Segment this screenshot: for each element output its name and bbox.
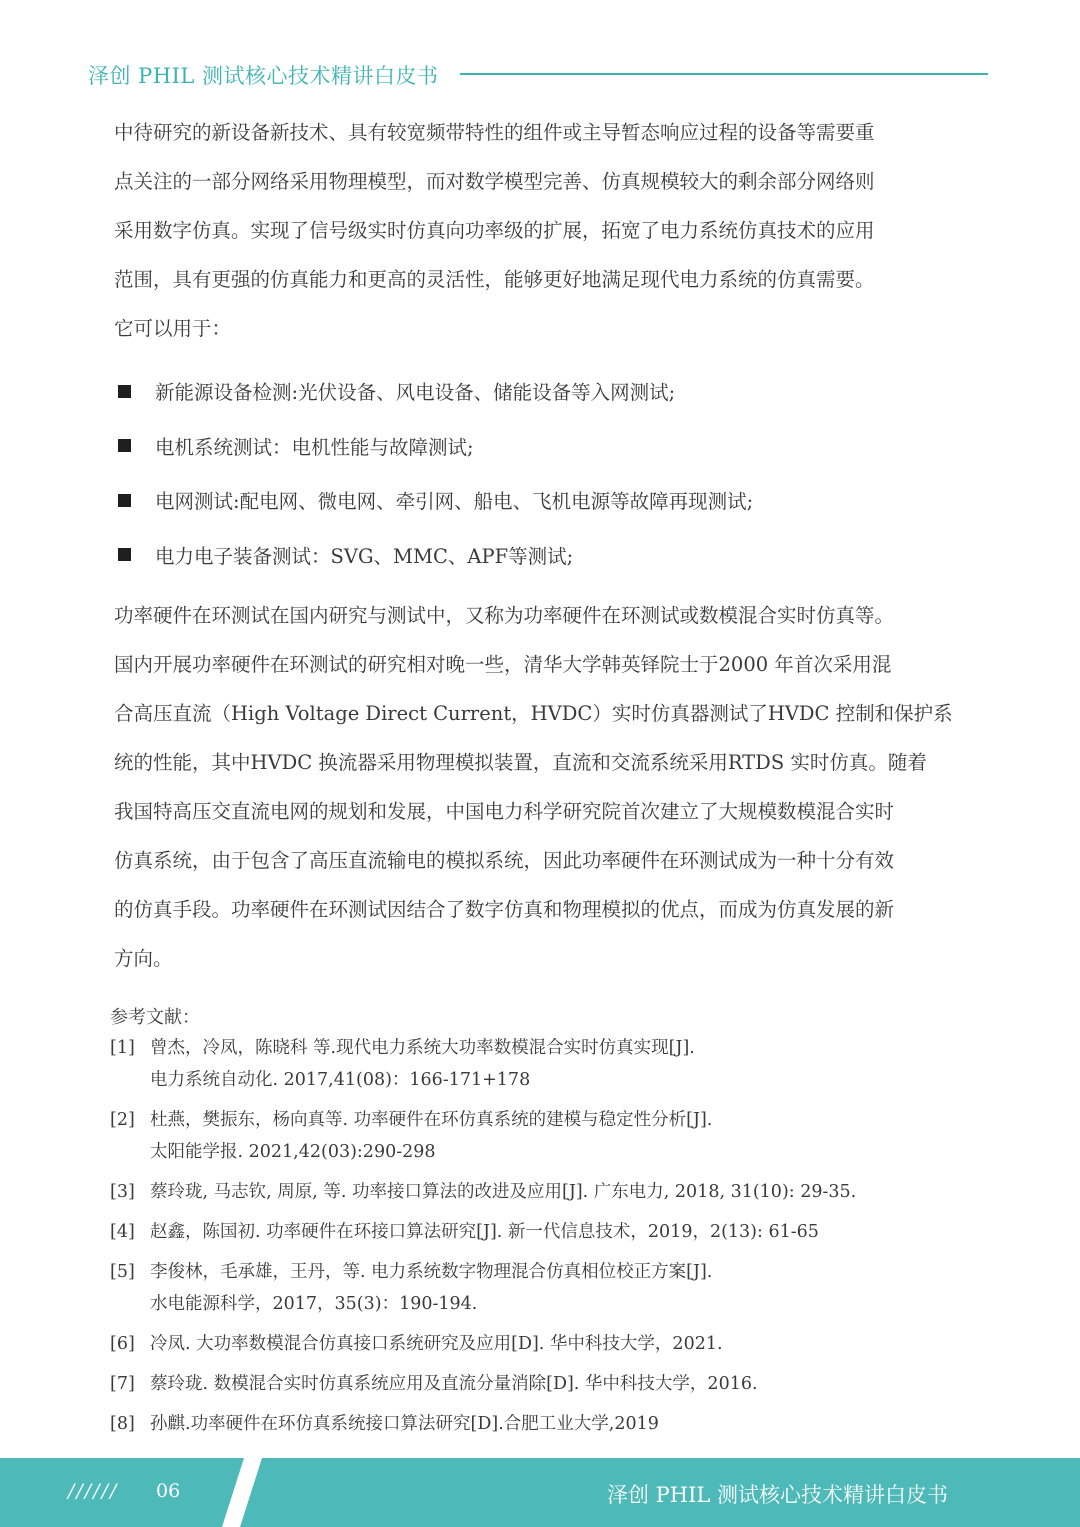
reference-text: 蔡玲珑. 数模混合实时仿真系统应用及直流分量消除[D]. 华中科技大学，2016. bbox=[150, 1374, 758, 1394]
intro-paragraph bbox=[114, 108, 984, 353]
text-line: 中待研究的新设备新技术、具有较宽频带特性的组件或主导暂态响应过程的设备等需要重 bbox=[114, 121, 875, 144]
reference-number: [4] bbox=[110, 1222, 135, 1242]
reference-text: 蔡玲珑, 马志钦, 周原, 等. 功率接口算法的改进及应用[J]. 广东电力, 2018, 31(10): 29-35. bbox=[150, 1182, 857, 1202]
text-line: 方向。 bbox=[114, 947, 173, 970]
reference-number: [6] bbox=[110, 1334, 135, 1354]
text-line: 我国特高压交直流电网的规划和发展，中国电力科学研究院首次建立了大规模数模混合实时 bbox=[114, 800, 895, 823]
list-item bbox=[118, 364, 988, 419]
page-footer bbox=[0, 1458, 1080, 1527]
reference-text: 李俊林，毛承雄，王丹，等. 电力系统数字物理混合仿真相位校正方案[J]. bbox=[150, 1262, 713, 1282]
reference-number: [5] bbox=[110, 1262, 135, 1282]
history-paragraph bbox=[114, 591, 984, 983]
reference-item bbox=[110, 1256, 1010, 1320]
reference-item bbox=[110, 1408, 1010, 1440]
reference-text: 杜燕，樊振东，杨向真等. 功率硬件在环仿真系统的建模与稳定性分析[J]. bbox=[150, 1110, 713, 1130]
header-title: 泽创 PHIL 测试核心技术精讲白皮书 bbox=[88, 64, 439, 88]
application-list bbox=[118, 364, 988, 582]
list-item-text: 电机系统测试：电机性能与故障测试; bbox=[155, 435, 474, 459]
square-bullet-icon bbox=[118, 385, 131, 398]
reference-item bbox=[110, 1032, 1010, 1096]
reference-text: 冷凤. 大功率数模混合仿真接口系统研究及应用[D]. 华中科技大学，2021. bbox=[150, 1334, 723, 1354]
square-bullet-icon bbox=[118, 494, 131, 507]
square-bullet-icon bbox=[118, 548, 131, 561]
reference-number: [1] bbox=[110, 1038, 135, 1058]
reference-text: 孙麒.功率硬件在环仿真系统接口算法研究[D].合肥工业大学,2019 bbox=[150, 1414, 659, 1434]
text-line: 合高压直流（High Voltage Direct Current，HVDC）实时仿真器测试了HVDC 控制和保护系 bbox=[114, 702, 953, 725]
list-item bbox=[118, 528, 988, 583]
reference-text: 太阳能学报. 2021,42(03):290-298 bbox=[150, 1142, 436, 1162]
reference-number: [3] bbox=[110, 1182, 135, 1202]
reference-item bbox=[110, 1368, 1010, 1400]
text-line: 功率硬件在环测试在国内研究与测试中，又称为功率硬件在环测试或数模混合实时仿真等。 bbox=[114, 604, 895, 627]
reference-item bbox=[110, 1104, 1010, 1168]
text-line: 统的性能，其中HVDC 换流器采用物理模拟装置，直流和交流系统采用RTDS 实时仿真。随着 bbox=[114, 751, 927, 774]
reference-item bbox=[110, 1176, 1010, 1208]
list-item-text: 电网测试:配电网、微电网、牵引网、船电、飞机电源等故障再现测试; bbox=[155, 490, 754, 514]
header-rule bbox=[460, 73, 988, 75]
references-heading: 参考文献： bbox=[110, 1007, 200, 1028]
list-item bbox=[118, 419, 988, 474]
page-number: 06 bbox=[156, 1480, 181, 1502]
reference-number: [7] bbox=[110, 1374, 135, 1394]
footer-title: 泽创 PHIL 测试核心技术精讲白皮书 bbox=[606, 1483, 948, 1507]
text-line: 点关注的一部分网络采用物理模型，而对数学模型完善、仿真规模较大的剩余部分网络则 bbox=[114, 170, 875, 193]
reference-number: [2] bbox=[110, 1110, 135, 1130]
reference-text: 赵鑫，陈国初. 功率硬件在环接口算法研究[J]. 新一代信息技术，2019，2(13): 61-65 bbox=[150, 1222, 819, 1242]
reference-text: 电力系统自动化. 2017,41(08)：166-171+178 bbox=[150, 1070, 531, 1090]
reference-item bbox=[110, 1216, 1010, 1248]
footer-slash-decoration: ////// bbox=[68, 1480, 119, 1502]
reference-item bbox=[110, 1328, 1010, 1360]
list-item-text: 电力电子装备测试：SVG、MMC、APF等测试; bbox=[155, 544, 574, 568]
square-bullet-icon bbox=[118, 439, 131, 452]
references-list bbox=[110, 1032, 1010, 1448]
reference-number: [8] bbox=[110, 1414, 135, 1434]
reference-text: 水电能源科学，2017，35(3)：190-194. bbox=[150, 1294, 478, 1314]
text-line: 仿真系统，由于包含了高压直流输电的模拟系统，因此功率硬件在环测试成为一种十分有效 bbox=[114, 849, 895, 872]
text-line: 采用数字仿真。实现了信号级实时仿真向功率级的扩展，拓宽了电力系统仿真技术的应用 bbox=[114, 219, 875, 242]
text-line: 国内开展功率硬件在环测试的研究相对晚一些，清华大学韩英铎院士于2000 年首次采用混 bbox=[114, 653, 892, 676]
list-item bbox=[118, 473, 988, 528]
text-line: 的仿真手段。功率硬件在环测试因结合了数字仿真和物理模拟的优点，而成为仿真发展的新 bbox=[114, 898, 895, 921]
text-line: 范围，具有更强的仿真能力和更高的灵活性，能够更好地满足现代电力系统的仿真需要。 bbox=[114, 268, 875, 291]
reference-text: 曾杰，冷凤，陈晓科 等.现代电力系统大功率数模混合实时仿真实现[J]. bbox=[150, 1038, 695, 1058]
text-line: 它可以用于： bbox=[114, 317, 232, 340]
list-item-text: 新能源设备检测:光伏设备、风电设备、储能设备等入网测试; bbox=[155, 381, 676, 405]
